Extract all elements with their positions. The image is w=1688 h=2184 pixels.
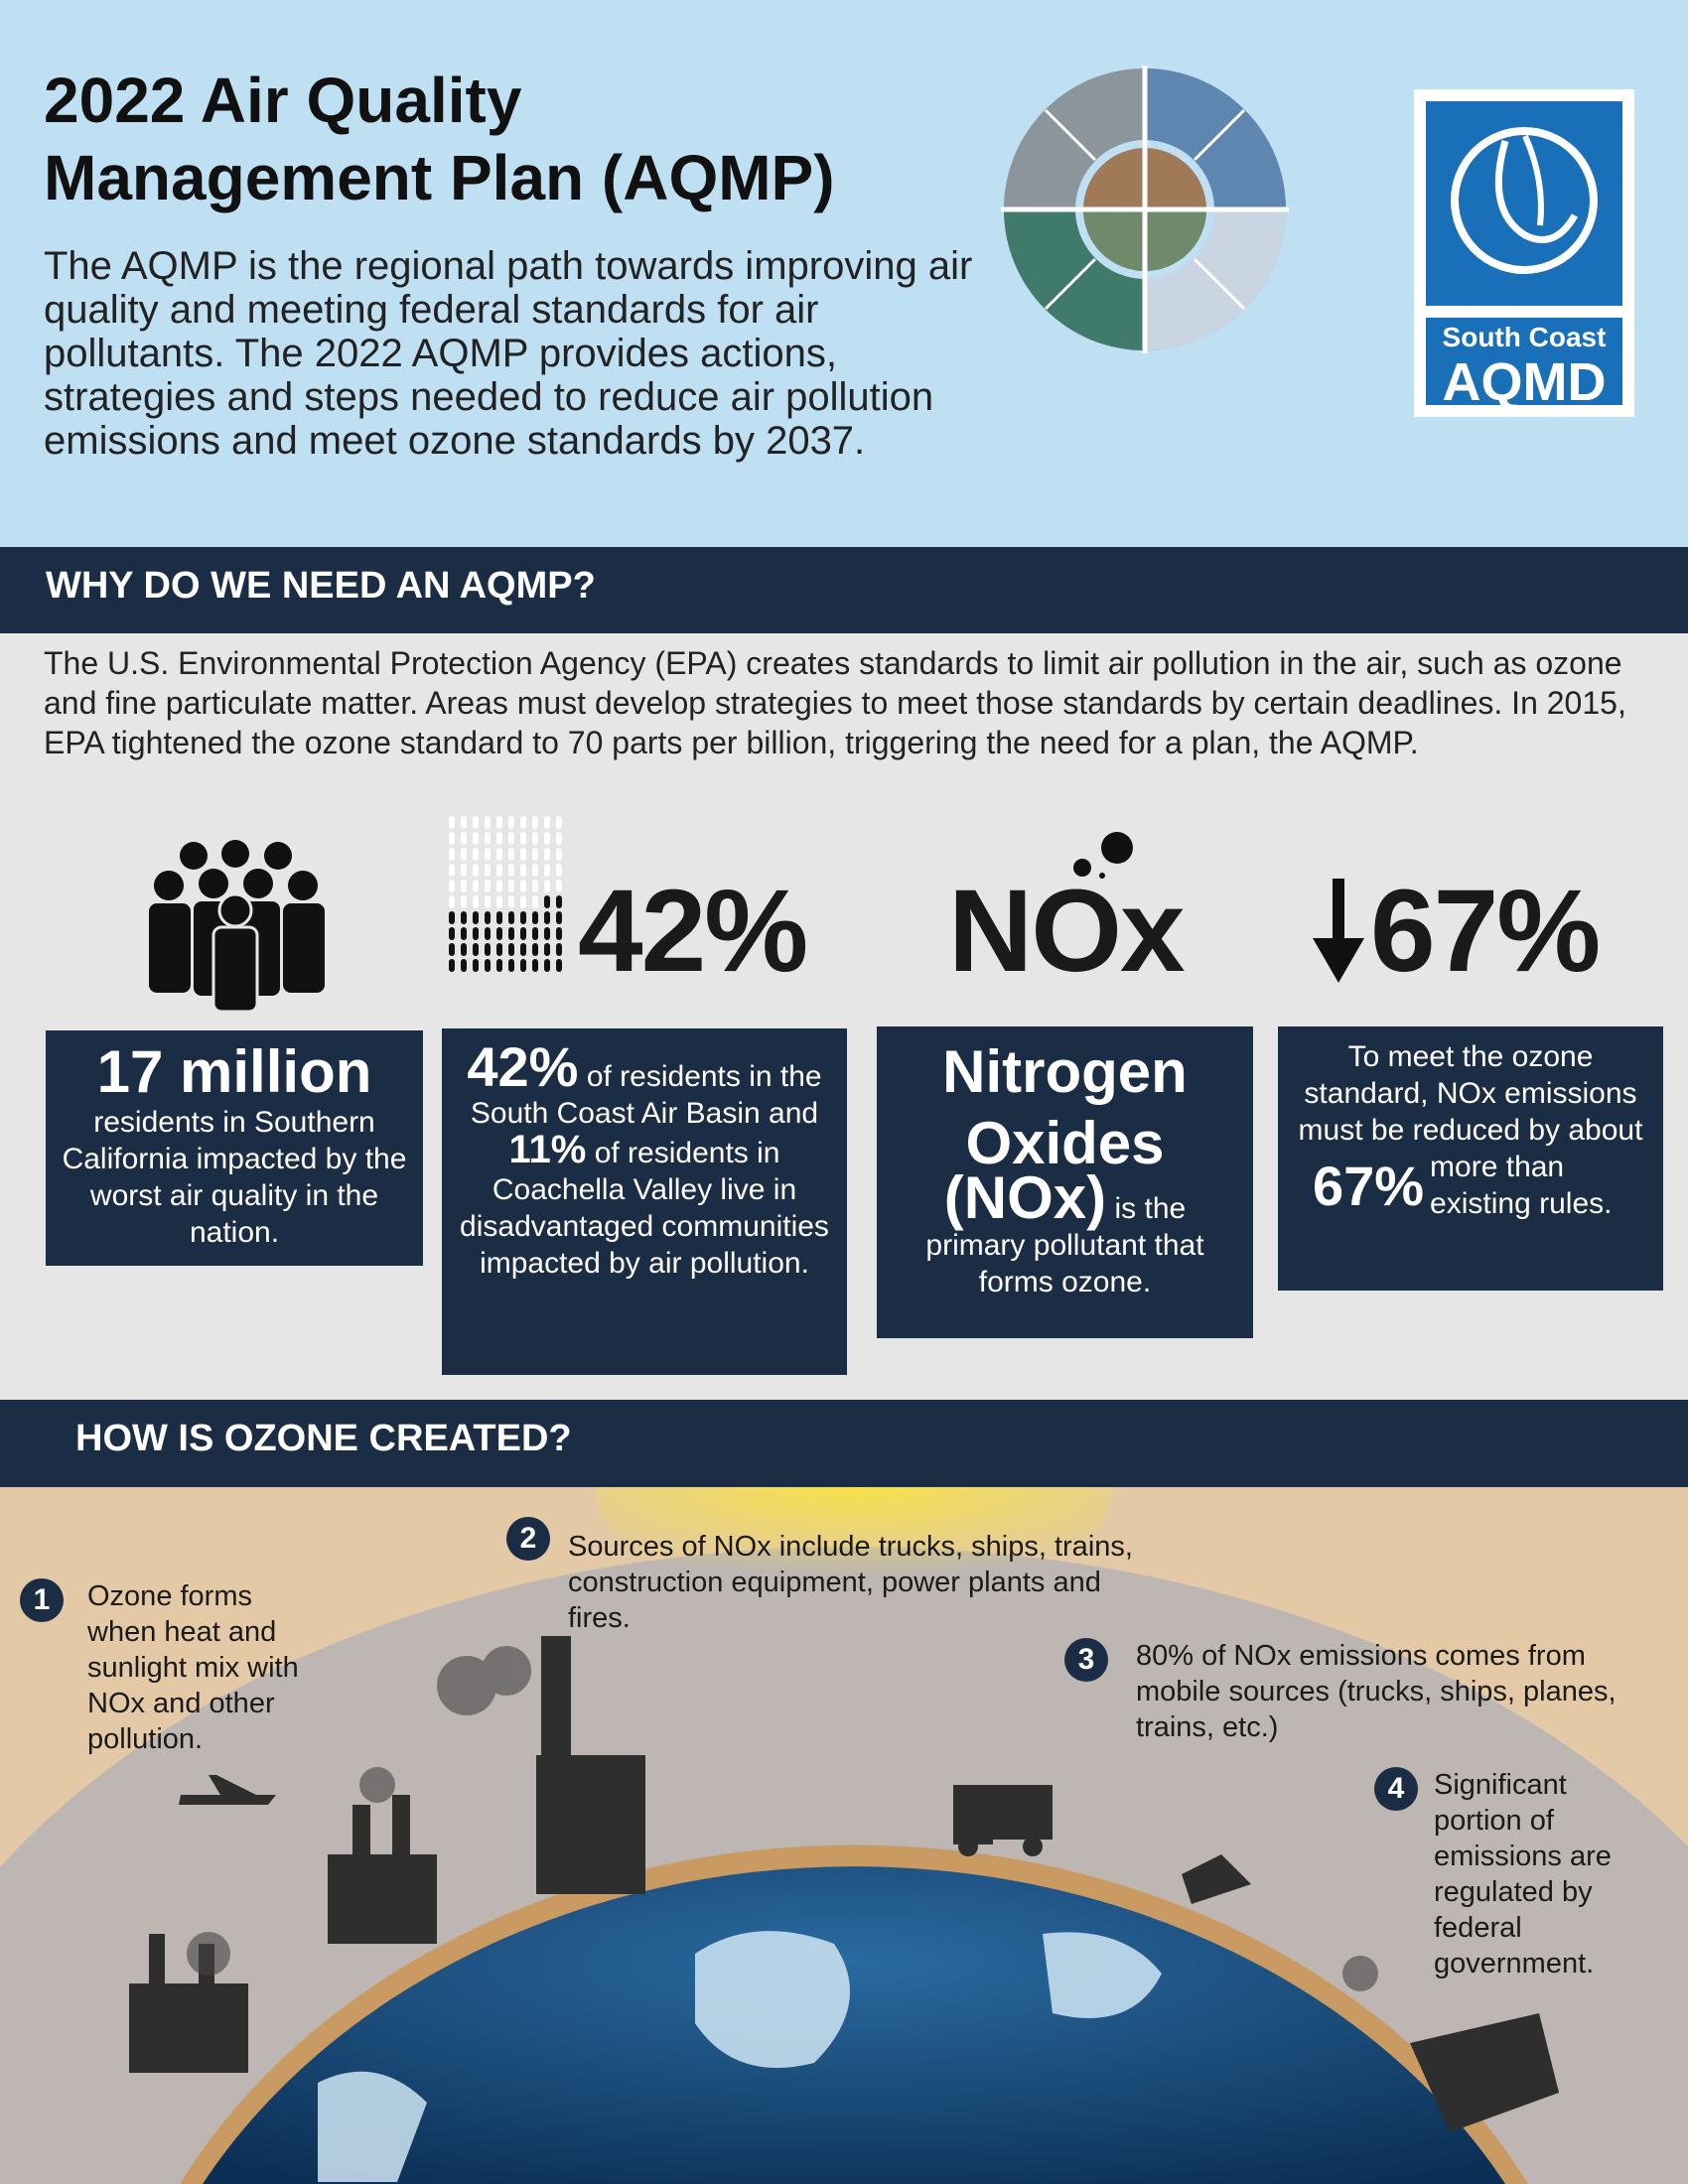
person-mark: [473, 943, 479, 956]
person-mark: [520, 959, 526, 972]
person-mark: [461, 959, 467, 972]
person-mark: [473, 895, 479, 908]
person-mark: [449, 895, 455, 908]
person-mark: [532, 832, 538, 845]
person-mark: [485, 864, 491, 877]
person-mark: [532, 911, 538, 924]
person-mark: [520, 927, 526, 940]
person-mark: [544, 959, 550, 972]
person-mark: [449, 832, 455, 845]
person-mark: [461, 816, 467, 829]
stat-text-2: of residents in Coachella Valley live in disadvantaged communities impacted by air pollution.: [460, 1137, 829, 1280]
step-text-2: Sources of NOx include trucks, ships, trains, construction equipment, power plants and fires.: [568, 1531, 1133, 1634]
person-mark: [520, 943, 526, 956]
person-mark: [520, 880, 526, 892]
why-body: The U.S. Environmental Protection Agency (EPA) creates standards to limit air pollution in the air, such as ozone and fine particulate matter. Areas must develop strategies to meet those standards by certain deadlines. In 2015, EPA tightened the ozone standard to 70 parts per billion, triggering the need for a plan, the AQMP.: [44, 645, 1626, 760]
stat-card-17-million: [46, 1030, 423, 1266]
people-group-icon: [139, 836, 333, 1015]
person-mark: [508, 911, 514, 924]
header-section: [0, 0, 1688, 547]
person-mark: [485, 959, 491, 972]
person-mark: [473, 927, 479, 940]
section-header-ozone: [0, 1400, 1688, 1487]
person-mark: [544, 943, 550, 956]
title-line-1: 2022 Air Quality: [44, 65, 522, 136]
person-mark: [473, 864, 479, 877]
person-mark: [532, 895, 538, 908]
person-mark: [508, 848, 514, 861]
intro-text: The AQMP is the regional path towards improving air quality and meeting federal standards for air pollutants. The 2022 AQMP provides actions, strategies and steps needed to reduce air pollution emissions and meet ozone standards by 2037.: [44, 244, 973, 463]
person-mark: [544, 864, 550, 877]
person-mark: [496, 911, 502, 924]
person-mark: [520, 864, 526, 877]
person-mark: [508, 816, 514, 829]
person-mark: [544, 848, 550, 861]
stat-pct-67: 67%: [1312, 1154, 1425, 1217]
stat-pct-42: 42%: [467, 1035, 579, 1098]
person-mark: [485, 927, 491, 940]
ozone-illustration: [0, 1487, 1688, 2184]
person-mark: [532, 959, 538, 972]
person-mark: [473, 816, 479, 829]
person-mark: [556, 880, 562, 892]
bird-logo-icon: [1426, 101, 1622, 300]
stat-pct-11: 11%: [508, 1128, 587, 1171]
person-mark: [556, 959, 562, 972]
nox-headline-3: (NOx): [943, 1164, 1107, 1231]
south-coast-aqmd-logo: [1414, 89, 1634, 417]
person-mark: [485, 895, 491, 908]
person-mark: [449, 943, 455, 956]
person-mark: [449, 848, 455, 861]
step-text-3: 80% of NOx emissions comes from mobile sources (trucks, ships, planes, trains, etc.): [1136, 1640, 1617, 1743]
person-mark: [473, 880, 479, 892]
step-number-1: 1: [20, 1578, 64, 1622]
person-mark: [556, 927, 562, 940]
person-mark: [473, 911, 479, 924]
population-grid-icon: [449, 816, 570, 975]
person-mark: [520, 911, 526, 924]
person-mark: [449, 911, 455, 924]
person-mark: [496, 943, 502, 956]
person-mark: [449, 959, 455, 972]
person-mark: [508, 927, 514, 940]
logo-text-south-coast: South Coast: [1442, 322, 1607, 352]
person-mark: [461, 832, 467, 845]
stat-67-text-2: more than existing rules.: [1430, 1151, 1613, 1220]
person-mark: [461, 943, 467, 956]
person-mark: [449, 880, 455, 892]
person-mark: [520, 816, 526, 829]
person-mark: [556, 911, 562, 924]
person-mark: [461, 927, 467, 940]
person-mark: [544, 927, 550, 940]
person-mark: [508, 832, 514, 845]
stat-card-67-percent: [1278, 1026, 1663, 1291]
nox-headline-2: Oxides: [965, 1110, 1165, 1176]
logo-text-aqmd: AQMD: [1442, 352, 1607, 412]
title-line-2: Management Plan (AQMP): [44, 142, 835, 213]
person-mark: [556, 895, 562, 908]
page-title: [44, 62, 835, 216]
photo-collage: [1001, 66, 1289, 353]
stat-42-percent-big: 42%: [578, 866, 807, 997]
person-mark: [556, 816, 562, 829]
person-mark: [449, 816, 455, 829]
step-text-4: Significant portion of emissions are regulated by federal government.: [1434, 1769, 1612, 1979]
stat-card-nox: [877, 1026, 1253, 1338]
person-mark: [485, 816, 491, 829]
person-mark: [449, 927, 455, 940]
person-mark: [520, 848, 526, 861]
nox-headline-1: Nitrogen: [942, 1038, 1188, 1105]
person-mark: [485, 880, 491, 892]
person-mark: [461, 880, 467, 892]
person-mark: [532, 880, 538, 892]
person-mark: [485, 911, 491, 924]
person-mark: [508, 864, 514, 877]
step-number-2: 2: [506, 1517, 550, 1561]
ozone-heading: HOW IS OZONE CREATED?: [75, 1418, 572, 1459]
person-mark: [532, 927, 538, 940]
stat-67-text-1: To meet the ozone standard, NOx emissions must be reduced by about: [1298, 1040, 1643, 1147]
person-mark: [496, 832, 502, 845]
person-mark: [556, 848, 562, 861]
person-mark: [532, 848, 538, 861]
person-mark: [461, 848, 467, 861]
person-mark: [520, 832, 526, 845]
section-header-why: [0, 547, 1688, 633]
person-mark: [461, 911, 467, 924]
person-mark: [520, 895, 526, 908]
person-mark: [461, 895, 467, 908]
person-mark: [544, 832, 550, 845]
stat-headline: 17 million: [96, 1038, 372, 1105]
person-mark: [473, 832, 479, 845]
person-mark: [532, 816, 538, 829]
person-mark: [449, 864, 455, 877]
person-mark: [544, 895, 550, 908]
stat-text: residents in Southern California impacted by the worst air quality in the nation.: [62, 1106, 407, 1249]
why-heading: WHY DO WE NEED AN AQMP?: [46, 565, 596, 607]
stat-card-disadvantaged: [442, 1028, 847, 1375]
stat-text-1: of residents in the South Coast Air Basin and: [470, 1060, 822, 1130]
step-text-1: Ozone forms when heat and sunlight mix with NOx and other pollution.: [87, 1580, 299, 1755]
person-mark: [496, 927, 502, 940]
person-mark: [532, 864, 538, 877]
person-mark: [496, 880, 502, 892]
person-mark: [496, 895, 502, 908]
step-number-4: 4: [1374, 1767, 1418, 1811]
person-mark: [532, 943, 538, 956]
person-mark: [496, 959, 502, 972]
stat-67-percent-big: 67%: [1370, 866, 1600, 997]
person-mark: [496, 848, 502, 861]
person-mark: [544, 880, 550, 892]
person-mark: [473, 959, 479, 972]
person-mark: [485, 832, 491, 845]
person-mark: [496, 816, 502, 829]
person-mark: [508, 880, 514, 892]
person-mark: [508, 895, 514, 908]
person-mark: [544, 911, 550, 924]
person-mark: [556, 832, 562, 845]
person-mark: [485, 848, 491, 861]
down-arrow-icon: [1309, 879, 1368, 988]
person-mark: [485, 943, 491, 956]
nox-text-2: primary pollutant that forms ozone.: [925, 1229, 1204, 1298]
stat-nox-big: NOx: [948, 866, 1184, 997]
step-number-3: 3: [1064, 1638, 1108, 1682]
person-mark: [473, 848, 479, 861]
person-mark: [544, 816, 550, 829]
person-mark: [496, 864, 502, 877]
person-mark: [556, 943, 562, 956]
nox-text-1: is the: [1114, 1192, 1187, 1225]
person-mark: [556, 864, 562, 877]
person-mark: [461, 864, 467, 877]
person-mark: [508, 959, 514, 972]
person-mark: [508, 943, 514, 956]
